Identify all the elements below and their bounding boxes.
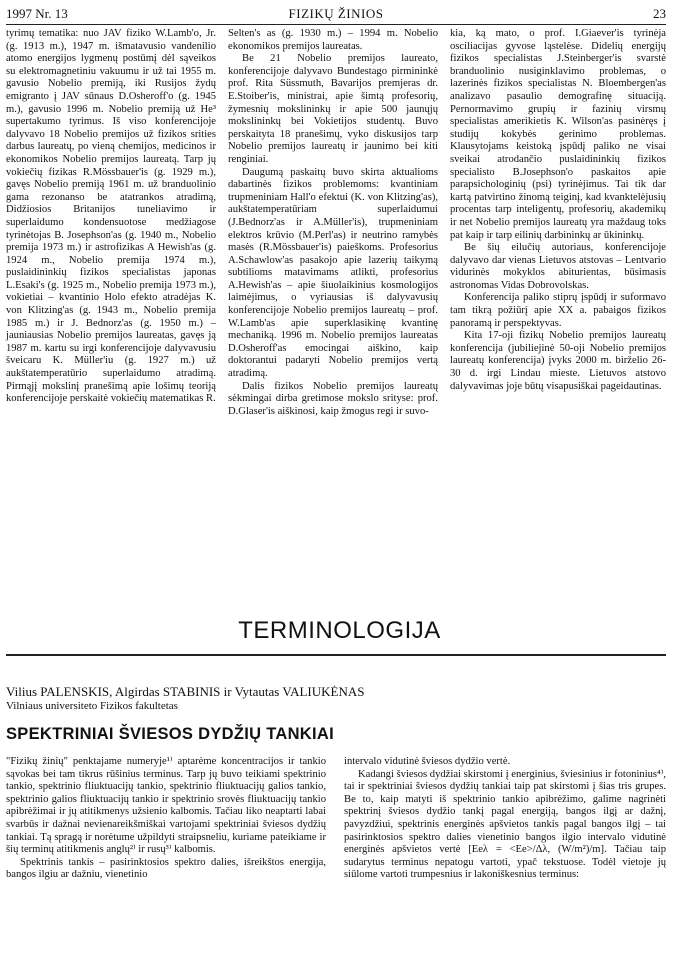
paragraph: Be šių eilučių autoriaus, konferencijoje dalyvavo dar vienas Lietuvos atstovas – Lentvario vidurinės mokyklos abiturientas, būsimasis astronomas Vidas Dobrovolskas.: [450, 242, 666, 291]
paragraph: Kita 17-oji fizikų Nobelio premijos laureatų konferencija (jubiliejinė 50-oji Nobelio premijos laureatų konferencija) įvyks 2000 m. birželio 26-30 d. irgi Lindau mieste. Lietuvos atstovo dalyvavimas joje būtų visapusiškai pageidautinas.: [450, 330, 666, 392]
article-body-columns: [6, 756, 666, 971]
top-article-columns: [6, 28, 666, 606]
page-header: [6, 6, 666, 25]
article-authors: Vilius PALENSKIS, Algirdas STABINIS ir Vytautas VALIUKĖNAS: [6, 684, 365, 699]
column-1: [6, 28, 216, 406]
paragraph: Be 21 Nobelio premijos laureato, konferencijoje dalyvavo Bundestago pirmininkė prof. Rita Süssmuth, Bavarijos premjeras dr. E.Stoiber'is, ministrai, apie šimtą profesorių, žymesnių mokslininkų ir apie 500 jaunųjų mokslininkų bei Vokietijos studentų. Buvo perskaityta 18 pranešimų, vyko diskusijos tarp Nobelio premijos laureatų ir jaunimo bei kiti renginiai.: [228, 53, 438, 165]
paragraph: Selten's as (g. 1930 m.) – 1994 m. Nobelio ekonomikos premijos laureatas.: [228, 28, 438, 52]
paragraph: Kadangi šviesos dydžiai skirstomi į energinius, šviesinius ir fotoninius⁴⁾, tai ir spektriniai šviesos dydžių tankiai taip pat skirstomi į šias tris grupes. Be to, kaip matyti iš spektrinio tankio apibrėžimo, galime nagrinėti spektrinį šviesos dydžio tankį pagal energiją, bangos ilgį ar dažnį, pavyzdžiui, spektrinis energinės apšvietos tankis pagal bangos ilgį – tai pasirinktosios spektro dalies vienetinio bangos ilgio intervalo vidutinė energinės apšvietos vertė [Eeλ = <Ee>/Δλ, (W/m²)/m]. Tačiau taip sudarytus terminus nepatogu vartoti, ypač tekstuose. Todėl vietoje jų siūlome vartoti trumpesnius ir lakoniškesnius terminus:: [344, 768, 666, 881]
article-affiliation: Vilniaus universiteto Fizikos fakultetas: [6, 700, 178, 712]
journal-title: FIZIKŲ ŽINIOS: [288, 6, 384, 21]
section-title: TERMINOLOGIJA: [238, 617, 441, 644]
paragraph: intervalo vidutinė šviesos dydžio vertė.: [344, 756, 511, 767]
section-divider: [6, 654, 666, 656]
page-number: 23: [653, 6, 666, 21]
paragraph: kia, ką mato, o prof. I.Giaever'is tyrinėja osciliacijas gyvose ląstelėse. Didelių energijų fizikos specialistas J.Steinberger'is svarstė branduolinio nusiginklavimo problemas, o lazerinės fizikos specialistas N. Bloembergen'as analizavo pasaulio demografinę situaciją. Pernormavimo grupių ir fazinių virsmų specialistas amerikietis K. Wilson'as pasinėręs į studijų kokybės gerinimo problemas. Klausytojams keistoką įspūdį paliko ne visai sveikai atrodančio puslaidininkių fizikos specialisto B.Josephson'o paskaitos apie parapsichologinių (psi) tyrinėjimus. Tai tik dar kartą patvirtino žinomą teiginį, kad kvanktelėjusių procentas tarp inteligentų, profesorių, akademikų ir net Nobelio premijos laureatų yra maždaug toks pat kaip ir tarp eilinių darbininkų ar ūkininkų.: [450, 28, 666, 241]
paragraph: "Fizikų žinių" penktajame numeryje¹⁾ aptarėme koncentracijos ir tankio sąvokas bei tam tikrus rūšinius terminus. Tarp jų buvo teikiami spektrinio tankio, spektrinio fliuktuacijų tankio, spektrinio fliuktuacijų galios tankio, spektrinio galios fliuktuacijų tankio ir spektrinio srovės fliuktuacijų tankio apibrėžimai ir jų atitikmenys užsienio kalbomis. Tačiau liko neaptarti labai svarbūs ir dažnai nevienareikšmiškai vartojami spektriniai šviesos dydžių tankiai. Tą spragą ir norėtume užpildyti straipsneliu, kuriame pateikiame ir šių terminų atitikmenis anglų²⁾ ir rusų³⁾ kalbomis.: [6, 756, 326, 856]
body-column-1: [6, 756, 326, 882]
paragraph: Dalis fizikos Nobelio premijos laureatų sėkmingai dirba gretimose mokslo srityse: prof. D.Glaser'is aiškinosi, kaip žmogus regi ir suvo-: [228, 380, 438, 417]
paragraph: Spektrinis tankis – pasirinktosios spektro dalies, išreikštos energija, bangos ilgiu ar dažniu, vienetinio: [6, 856, 326, 881]
paragraph: Daugumą paskaitų buvo skirta aktualioms dabartinės fizikos problemoms: kvantiniam trupmeniniam Hall'o efektui (K. von Klitzing'as), aukštatemperatūriam superlaidumui (J.Bednorz'as ir A.Müller'is), trupmeniniam elektros krūvio (M.Perl'as) ir neutrino ramybės masės (R.Mössbauer'is) paieškoms. Profesorius A.Schawlow'as pasakojo apie lazerių taikymą subtilioms matavimams atlikti, profesorius A.Hewish'as – apie šiuolaikinius kosmologijos laimėjimus, o vyriausias iš dalyvavusių konferencijoje Nobelio premijos laureatų – prof. W.Lamb'as apie superklasikinę kvantinę mechaniką. 1996 m. Nobelio premijos laureatas D.Osheroff'as emocingai aiškino, kaip doktorantui padaryti Nobelio premijos vertą atradimą.: [228, 166, 438, 380]
column-2: [228, 28, 438, 418]
paragraph: Konferencija paliko stiprų įspūdį ir suformavo tam tikrą požiūrį apie XX a. pabaigos fizikos panoramą ir perspektyvas.: [450, 292, 666, 329]
issue-label: 1997 Nr. 13: [6, 6, 68, 21]
article-title: SPEKTRINIAI ŠVIESOS DYDŽIŲ TANKIAI: [6, 725, 335, 743]
body-column-2: [344, 756, 666, 882]
column-3: [450, 28, 666, 393]
paragraph: tyrimų tematika: nuo JAV fiziko W.Lamb'o, Jr. (g. 1913 m.), 1947 m. išmatavusio vandenilio atomo energijos lygmenų postūmį dėl sąveikos su elektromagnetiniu vakuumu ir už tai 1955 m. gavusio Nobelio premiją, iki Rusijos žydų emigranto į JAV sūnaus D.Osheroff'o (g. 1945 m.), gavusio 1996 m. Nobelio premiją už He³ supertakumo tyrimus. Iš viso konferencijoje dalyvavo 18 Nobelio premijos už fizikos srities darbus laureatų, po vieną chemijos, medicinos ir ekonomikos Nobelio premijos laureatą. Tarp jų vokiečių fizikas R.Mössbauer'is (g. 1929 m.), gavęs Nobelio premiją 1961 m. už branduolinio gama rezonanso be atatrankos atradimą, Didžiosios Britanijos tuneliavimo ir superlaidumo kondensuotose medžiagose tyrinėtojas B. Josephson'as (g. 1940 m., Nobelio premija 1973 m.) ir astrofizikas A Hewish'as (g. 1924 m., Nobelio premija 1974 m.), puslaidininkių fizikos specialistas japonas L.Esaki's (g. 1925 m., Nobelio premija 1973 m.), vokietiai – kvantinio Holo efekto atradėjas K. von Klitzing'as (g. 1943 m., Nobelio premija 1985 m.) ir J. Bednorz'as (g. 1950 m.) – jauniausias Nobelio premijos laureatas, gavęs ją 1987 m. kartu su irgi konferencijoje dalyvavusiu šveicaru K. Müller'iu (g. 1927 m.) už aukštatemperatūrio superlaidumo atradimą. Pirmąjį mokslinį pranešimą apie lošimų teoriją konferencijoje perskaitė vokiečių matematikas R.: [6, 28, 216, 405]
